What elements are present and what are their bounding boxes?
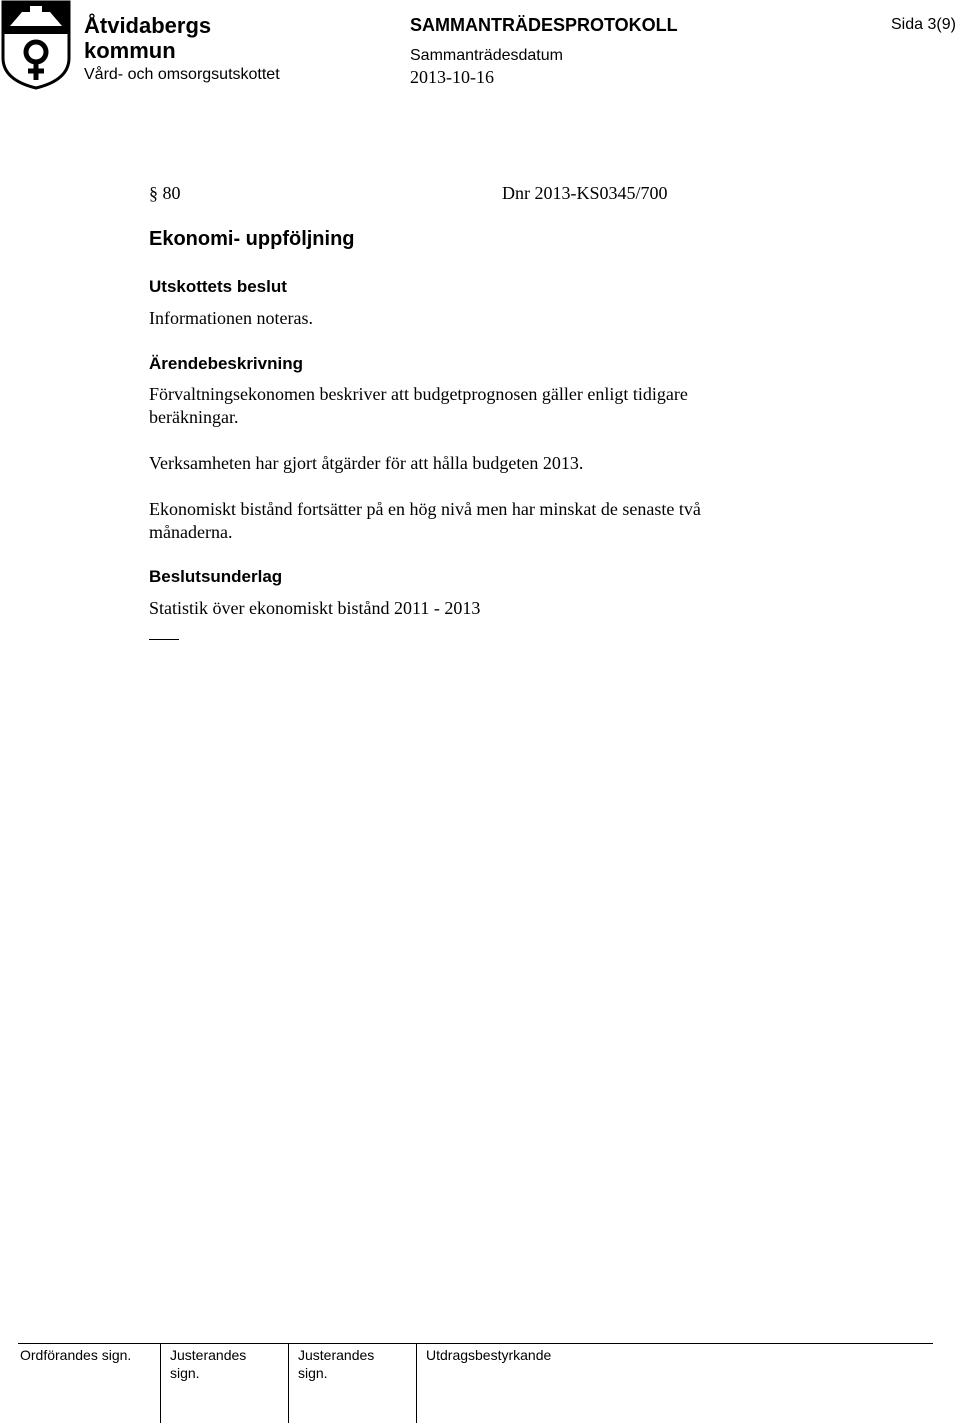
document-type: SAMMANTRÄDESPROTOKOLL [410, 15, 678, 35]
decision-text: Informationen noteras. [149, 308, 313, 328]
adjuster-2-signature-label: Justerandes [298, 1347, 375, 1363]
department-name: Vård- och omsorgsutskottet [84, 66, 280, 83]
section-number: § 80 [149, 183, 181, 203]
page-number: Sida 3(9) [891, 16, 956, 33]
diary-number: Dnr 2013-KS0345/700 [502, 183, 668, 203]
description-paragraph-3-line-2: månaderna. [149, 522, 233, 542]
description-paragraph-2: Verksamheten har gjort åtgärder för att hålla budgeten 2013. [149, 453, 584, 473]
org-name-kommun: kommun [84, 38, 176, 63]
end-of-item-divider [149, 639, 179, 640]
description-heading: Ärendebeskrivning [149, 354, 303, 373]
extract-certifier-label: Utdragsbestyrkande [426, 1347, 552, 1363]
description-paragraph-1-line-2: beräkningar. [149, 407, 239, 427]
adjuster-1-signature-sign: sign. [170, 1365, 200, 1381]
meeting-date-value: 2013-10-16 [410, 67, 494, 87]
municipal-coat-of-arms-icon [0, 0, 72, 90]
org-name: Åtvidabergs [84, 13, 212, 38]
footer-column-divider [416, 1343, 417, 1423]
decision-heading: Utskottets beslut [149, 277, 287, 296]
adjuster-2-signature-sign: sign. [298, 1365, 328, 1381]
description-paragraph-1-line-1: Förvaltningsekonomen beskriver att budgetprognosen gäller enligt tidigare [149, 384, 688, 404]
basis-text: Statistik över ekonomiskt bistånd 2011 - 2013 [149, 598, 481, 618]
description-paragraph-3-line-1: Ekonomiskt bistånd fortsätter på en hög nivå men har minskat de senaste två [149, 499, 701, 519]
chair-signature-label: Ordförandes sign. [20, 1347, 132, 1363]
basis-heading: Beslutsunderlag [149, 567, 283, 586]
footer-divider [18, 1343, 933, 1344]
item-title: Ekonomi- uppföljning [149, 228, 355, 250]
footer-column-divider [288, 1343, 289, 1423]
meeting-date-label: Sammanträdesdatum [410, 47, 563, 64]
footer-column-divider [160, 1343, 161, 1423]
adjuster-1-signature-label: Justerandes [170, 1347, 247, 1363]
